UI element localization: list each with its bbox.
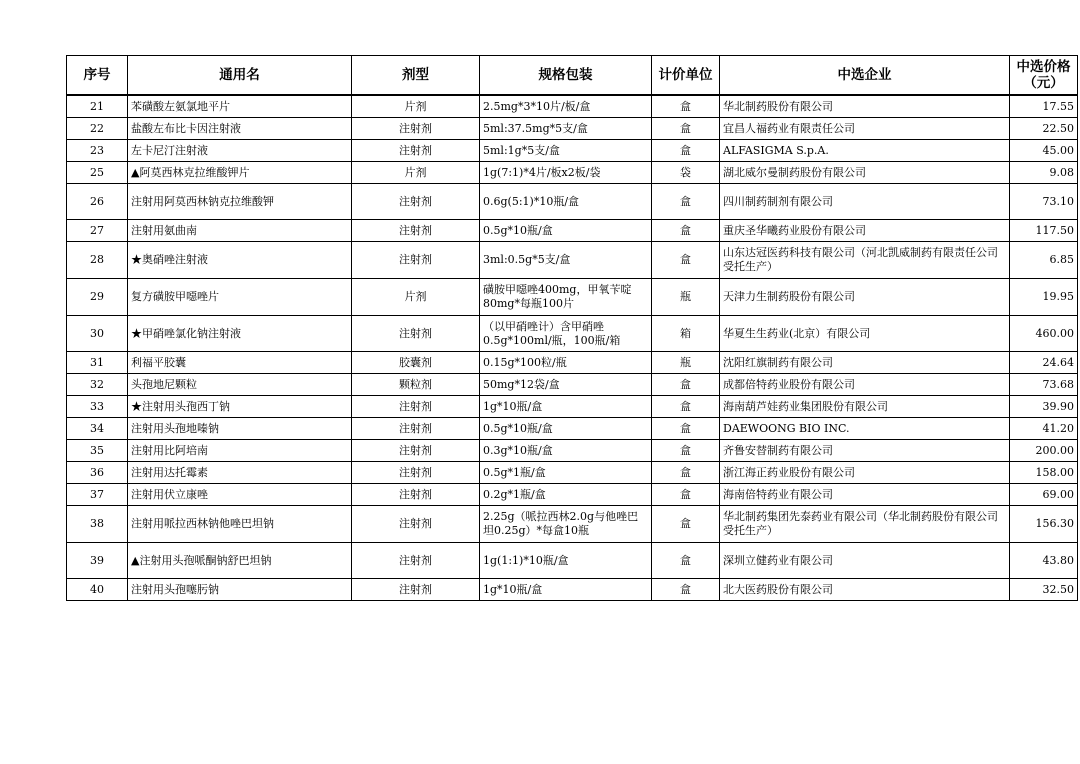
cell-seq: 30 xyxy=(67,316,128,352)
cell-company: 成都倍特药业股份有限公司 xyxy=(720,374,1010,396)
cell-seq: 35 xyxy=(67,440,128,462)
cell-name: ▲注射用头孢哌酮钠舒巴坦钠 xyxy=(128,543,352,579)
cell-price: 22.50 xyxy=(1010,118,1078,140)
cell-name: ▲阿莫西林克拉维酸钾片 xyxy=(128,162,352,184)
table-row xyxy=(67,118,1078,140)
cell-price: 156.30 xyxy=(1010,506,1078,543)
cell-company: 齐鲁安替制药有限公司 xyxy=(720,440,1010,462)
cell-price: 9.08 xyxy=(1010,162,1078,184)
cell-spec: 0.3g*10瓶/盒 xyxy=(480,440,652,462)
cell-company: ALFASIGMA S.p.A. xyxy=(720,140,1010,162)
cell-price: 24.64 xyxy=(1010,352,1078,374)
table-row xyxy=(67,162,1078,184)
cell-form: 胶囊剂 xyxy=(352,352,480,374)
cell-company: 湖北威尔曼制药股份有限公司 xyxy=(720,162,1010,184)
cell-seq: 22 xyxy=(67,118,128,140)
table-row xyxy=(67,462,1078,484)
cell-price: 460.00 xyxy=(1010,316,1078,352)
cell-unit: 盒 xyxy=(652,118,720,140)
cell-seq: 34 xyxy=(67,418,128,440)
cell-spec: 磺胺甲噁唑400mg，甲氧苄啶80mg*每瓶100片 xyxy=(480,279,652,316)
cell-name: 苯磺酸左氨氯地平片 xyxy=(128,95,352,118)
cell-spec: 2.25g（哌拉西林2.0g与他唑巴坦0.25g）*每盒10瓶 xyxy=(480,506,652,543)
cell-form: 注射剂 xyxy=(352,579,480,601)
header-name: 通用名 xyxy=(128,56,352,96)
cell-seq: 25 xyxy=(67,162,128,184)
cell-unit: 盒 xyxy=(652,140,720,162)
cell-form: 片剂 xyxy=(352,162,480,184)
cell-unit: 盒 xyxy=(652,184,720,220)
cell-price: 69.00 xyxy=(1010,484,1078,506)
cell-spec: 0.15g*100粒/瓶 xyxy=(480,352,652,374)
cell-company: 重庆圣华曦药业股份有限公司 xyxy=(720,220,1010,242)
cell-price: 117.50 xyxy=(1010,220,1078,242)
cell-price: 158.00 xyxy=(1010,462,1078,484)
cell-name: 盐酸左布比卡因注射液 xyxy=(128,118,352,140)
cell-company: 海南葫芦娃药业集团股份有限公司 xyxy=(720,396,1010,418)
cell-form: 注射剂 xyxy=(352,418,480,440)
cell-form: 注射剂 xyxy=(352,118,480,140)
cell-company: 华夏生生药业(北京）有限公司 xyxy=(720,316,1010,352)
cell-company: 沈阳红旗制药有限公司 xyxy=(720,352,1010,374)
cell-seq: 40 xyxy=(67,579,128,601)
cell-spec: 0.5g*10瓶/盒 xyxy=(480,220,652,242)
table-row xyxy=(67,184,1078,220)
cell-price: 32.50 xyxy=(1010,579,1078,601)
cell-form: 注射剂 xyxy=(352,506,480,543)
table-row xyxy=(67,396,1078,418)
cell-spec: 5ml:37.5mg*5支/盒 xyxy=(480,118,652,140)
cell-form: 注射剂 xyxy=(352,440,480,462)
cell-spec: 5ml:1g*5支/盒 xyxy=(480,140,652,162)
table-row xyxy=(67,543,1078,579)
cell-spec: 0.6g(5:1)*10瓶/盒 xyxy=(480,184,652,220)
cell-price: 41.20 xyxy=(1010,418,1078,440)
cell-form: 注射剂 xyxy=(352,184,480,220)
header-price xyxy=(1010,56,1078,96)
cell-spec: 0.5g*10瓶/盒 xyxy=(480,418,652,440)
cell-unit: 盒 xyxy=(652,95,720,118)
cell-name: 复方磺胺甲噁唑片 xyxy=(128,279,352,316)
cell-spec: 1g*10瓶/盒 xyxy=(480,396,652,418)
cell-spec: 1g(7:1)*4片/板x2板/袋 xyxy=(480,162,652,184)
cell-spec: （以甲硝唑计）含甲硝唑0.5g*100ml/瓶，100瓶/箱 xyxy=(480,316,652,352)
cell-name: 注射用达托霉素 xyxy=(128,462,352,484)
cell-name: 注射用头孢地嗪钠 xyxy=(128,418,352,440)
header-price-line2: （元） xyxy=(1023,75,1064,91)
cell-price: 73.68 xyxy=(1010,374,1078,396)
cell-unit: 瓶 xyxy=(652,352,720,374)
header-price-line1: 中选价格 xyxy=(1016,59,1071,75)
cell-form: 注射剂 xyxy=(352,242,480,279)
table-row xyxy=(67,352,1078,374)
cell-spec: 1g(1:1)*10瓶/盒 xyxy=(480,543,652,579)
table-row xyxy=(67,220,1078,242)
cell-form: 片剂 xyxy=(352,95,480,118)
cell-seq: 26 xyxy=(67,184,128,220)
table-row xyxy=(67,506,1078,543)
cell-seq: 21 xyxy=(67,95,128,118)
cell-name: 注射用氨曲南 xyxy=(128,220,352,242)
header-form: 剂型 xyxy=(352,56,480,96)
cell-price: 39.90 xyxy=(1010,396,1078,418)
cell-name: 注射用阿莫西林钠克拉维酸钾 xyxy=(128,184,352,220)
cell-seq: 28 xyxy=(67,242,128,279)
cell-company: 海南倍特药业有限公司 xyxy=(720,484,1010,506)
table-body xyxy=(67,95,1078,601)
cell-seq: 38 xyxy=(67,506,128,543)
cell-company: 天津力生制药股份有限公司 xyxy=(720,279,1010,316)
table-row xyxy=(67,579,1078,601)
cell-unit: 盒 xyxy=(652,543,720,579)
cell-company: 华北制药股份有限公司 xyxy=(720,95,1010,118)
cell-unit: 盒 xyxy=(652,242,720,279)
cell-price: 73.10 xyxy=(1010,184,1078,220)
header-row xyxy=(67,56,1078,96)
cell-name: 注射用比阿培南 xyxy=(128,440,352,462)
cell-unit: 盒 xyxy=(652,220,720,242)
cell-seq: 36 xyxy=(67,462,128,484)
cell-name: 注射用哌拉西林钠他唑巴坦钠 xyxy=(128,506,352,543)
cell-seq: 27 xyxy=(67,220,128,242)
cell-seq: 31 xyxy=(67,352,128,374)
header-company: 中选企业 xyxy=(720,56,1010,96)
cell-form: 注射剂 xyxy=(352,140,480,162)
cell-price: 200.00 xyxy=(1010,440,1078,462)
table-row xyxy=(67,316,1078,352)
cell-unit: 盒 xyxy=(652,440,720,462)
cell-seq: 32 xyxy=(67,374,128,396)
cell-unit: 盒 xyxy=(652,374,720,396)
cell-company: 宜昌人福药业有限责任公司 xyxy=(720,118,1010,140)
cell-unit: 袋 xyxy=(652,162,720,184)
cell-company: 北大医药股份有限公司 xyxy=(720,579,1010,601)
cell-name: 左卡尼汀注射液 xyxy=(128,140,352,162)
drug-price-table xyxy=(66,55,1078,601)
cell-unit: 盒 xyxy=(652,484,720,506)
cell-price: 6.85 xyxy=(1010,242,1078,279)
cell-name: 注射用伏立康唑 xyxy=(128,484,352,506)
cell-form: 注射剂 xyxy=(352,484,480,506)
cell-company: 山东达冠医药科技有限公司（河北凯威制药有限责任公司受托生产） xyxy=(720,242,1010,279)
cell-spec: 50mg*12袋/盒 xyxy=(480,374,652,396)
cell-spec: 1g*10瓶/盒 xyxy=(480,579,652,601)
cell-form: 片剂 xyxy=(352,279,480,316)
cell-seq: 33 xyxy=(67,396,128,418)
cell-company: 浙江海正药业股份有限公司 xyxy=(720,462,1010,484)
cell-form: 注射剂 xyxy=(352,543,480,579)
cell-spec: 0.2g*1瓶/盒 xyxy=(480,484,652,506)
cell-price: 43.80 xyxy=(1010,543,1078,579)
cell-seq: 23 xyxy=(67,140,128,162)
cell-spec: 3ml:0.5g*5支/盒 xyxy=(480,242,652,279)
cell-form: 注射剂 xyxy=(352,462,480,484)
cell-company: 华北制药集团先泰药业有限公司（华北制药股份有限公司受托生产） xyxy=(720,506,1010,543)
cell-spec: 0.5g*1瓶/盒 xyxy=(480,462,652,484)
cell-unit: 盒 xyxy=(652,396,720,418)
table-row xyxy=(67,374,1078,396)
cell-name: 注射用头孢噻肟钠 xyxy=(128,579,352,601)
cell-price: 19.95 xyxy=(1010,279,1078,316)
table-row xyxy=(67,95,1078,118)
cell-form: 注射剂 xyxy=(352,220,480,242)
cell-name: 利福平胶囊 xyxy=(128,352,352,374)
cell-form: 颗粒剂 xyxy=(352,374,480,396)
cell-unit: 箱 xyxy=(652,316,720,352)
cell-unit: 盒 xyxy=(652,579,720,601)
cell-unit: 盒 xyxy=(652,506,720,543)
cell-form: 注射剂 xyxy=(352,316,480,352)
cell-name: ★奥硝唑注射液 xyxy=(128,242,352,279)
cell-name: ★甲硝唑氯化钠注射液 xyxy=(128,316,352,352)
cell-seq: 39 xyxy=(67,543,128,579)
cell-unit: 瓶 xyxy=(652,279,720,316)
cell-seq: 37 xyxy=(67,484,128,506)
table-row xyxy=(67,242,1078,279)
cell-company: DAEWOONG BIO INC. xyxy=(720,418,1010,440)
cell-seq: 29 xyxy=(67,279,128,316)
header-seq: 序号 xyxy=(67,56,128,96)
table-row xyxy=(67,484,1078,506)
cell-unit: 盒 xyxy=(652,418,720,440)
table-row xyxy=(67,418,1078,440)
cell-spec: 2.5mg*3*10片/板/盒 xyxy=(480,95,652,118)
header-unit: 计价单位 xyxy=(652,56,720,96)
cell-unit: 盒 xyxy=(652,462,720,484)
table-row xyxy=(67,440,1078,462)
table-row xyxy=(67,279,1078,316)
header-spec: 规格包装 xyxy=(480,56,652,96)
cell-price: 17.55 xyxy=(1010,95,1078,118)
cell-price: 45.00 xyxy=(1010,140,1078,162)
cell-company: 深圳立健药业有限公司 xyxy=(720,543,1010,579)
cell-company: 四川制药制剂有限公司 xyxy=(720,184,1010,220)
table-row xyxy=(67,140,1078,162)
cell-name: ★注射用头孢西丁钠 xyxy=(128,396,352,418)
cell-form: 注射剂 xyxy=(352,396,480,418)
cell-name: 头孢地尼颗粒 xyxy=(128,374,352,396)
